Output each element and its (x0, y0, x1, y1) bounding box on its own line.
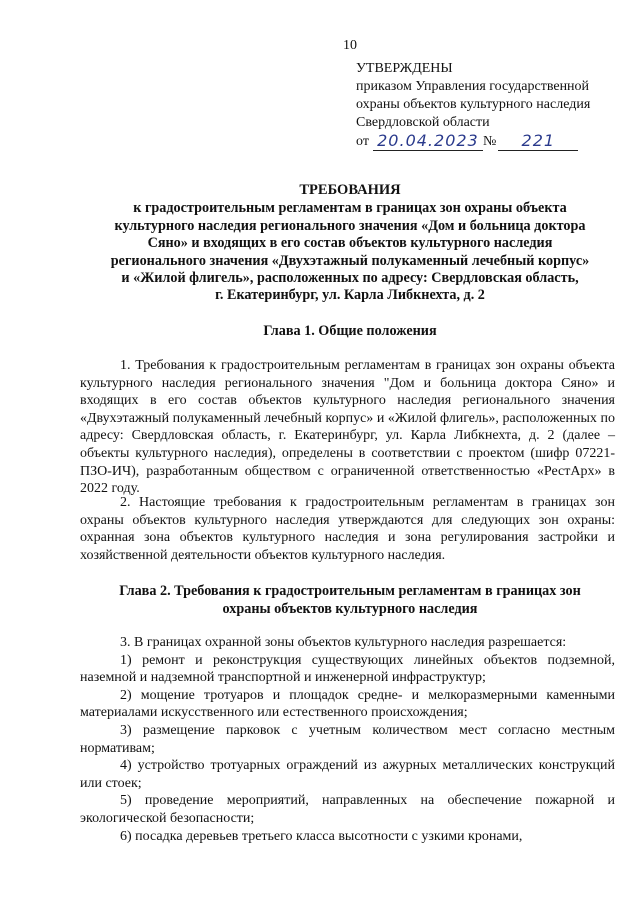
chapter-2-heading-line-2: охраны объектов культурного наследия (222, 601, 478, 617)
title-line: и «Жилой флигель», расположенных по адресу: Свердловская область, (121, 270, 579, 287)
number-label: № (482, 134, 497, 149)
title-line: культурного наследия регионального значения «Дом и больница доктора (114, 217, 586, 234)
title-line: регионального значения «Двухэтажный полукаменный лечебный корпус» (110, 252, 590, 269)
list-item: 3) размещение парковок с учетным количеством мест согласно местным нормативам; (80, 722, 615, 756)
list-item: 1) ремонт и реконструкция существующих линейных объектов подземной, наземной и надземной транспортной и инженерной инфраструктур; (80, 652, 615, 686)
chapter-1-heading: Глава 1. Общие положения (263, 323, 437, 339)
title-line: Сяно» и входящих в его состав объектов культурного наследия (147, 235, 553, 252)
handwritten-date: 20.04.2023 (373, 132, 483, 151)
title-line: г. Екатеринбург, ул. Карла Либкнехта, д. 2 (215, 287, 485, 304)
title-line: к градостроительным регламентам в границах зон охраны объекта (133, 200, 567, 217)
approval-line-1: приказом Управления государственной (356, 79, 590, 94)
page-number: 10 (343, 38, 357, 53)
list-item: 5) проведение мероприятий, направленных на обеспечение пожарной и экологической безопасности; (80, 793, 615, 826)
list-item: 3. В границах охранной зоны объектов культурного наследия разрешается: (120, 635, 567, 650)
chapter-2-heading (90, 582, 610, 618)
approval-line-3: Свердловской области (356, 115, 490, 130)
approval-heading: УТВЕРЖДЕНЫ (356, 61, 453, 76)
approval-stamp-block (356, 60, 626, 151)
handwritten-number: 221 (498, 132, 578, 151)
approval-date-number-line (356, 132, 626, 151)
paragraph-2: 2. Настоящие требования к градостроительным регламентам в границах зон охраны объектов культурного наследия утверждаются для следующих зон охраны: охранная зона объектов культурного наследия и зона регулирования застройки и хозяйственной деятельности объектов культурного наследия. (80, 495, 615, 563)
chapter-2-list (80, 634, 615, 845)
list-item: 4) устройство тротуарных ограждений из ажурных металлических конструкций или стоек; (80, 758, 615, 791)
list-item: 2) мощение тротуаров и площадок средне- и мелкоразмерными каменными материалами искусственного или естественного происхождения; (80, 687, 615, 721)
chapter-2-heading-line-1: Глава 2. Требования к градостроительным регламентам в границах зон (119, 583, 581, 599)
list-item: 6) посадка деревьев третьего класса высотности с узкими кронами, (120, 828, 523, 844)
document-title-block (90, 182, 610, 305)
paragraph-1: 1. Требования к градостроительным регламентам в границах зон охраны объекта культурного наследия регионального значения "Дом и больница доктора Сяно» и входящих в его состав объектов культурного наследия регионального значения «Двухэтажный полукаменный лечебный корпус» и «Жилой флигель», расположенных по адресу: Свердловская область, г. Екатеринбург, ул. Карла Либкнехта, д. 2 (далее – объекты культурного наследия), определены в соответствии с проектом (шифр 07221-ПЗО-ИЧ), разработанным обществом с ограниченной ответственностью «РестАрх» в 2022 году. (80, 358, 615, 497)
from-label: от (356, 134, 369, 149)
document-title: ТРЕБОВАНИЯ (299, 182, 401, 198)
approval-line-2: охраны объектов культурного наследия (356, 97, 591, 112)
